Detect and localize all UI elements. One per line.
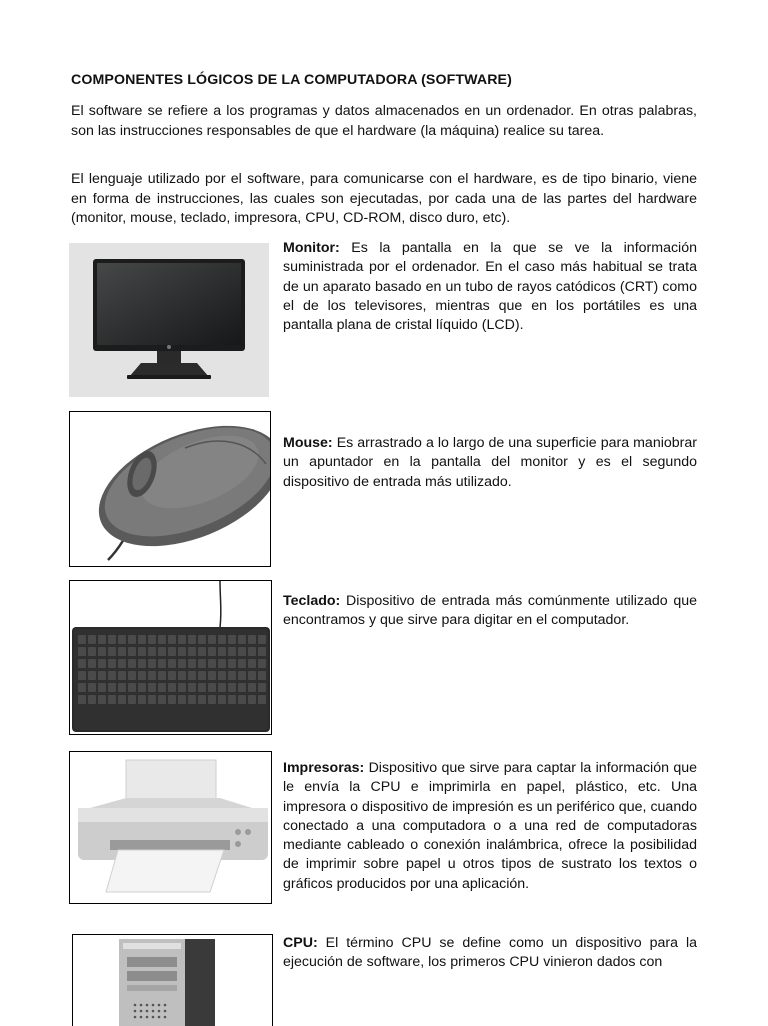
keyboard-key: [188, 683, 196, 692]
keyboard-key: [178, 683, 186, 692]
keyboard-key: [208, 635, 216, 644]
keyboard-key: [238, 647, 246, 656]
keyboard-key: [98, 683, 106, 692]
keyboard-key: [168, 647, 176, 656]
keyboard-key: [228, 659, 236, 668]
keyboard-text: Dispositivo de entrada más comúnmente utilizado que encontramos y que sirve para digitar en el computador.: [283, 593, 697, 629]
keyboard-key: [128, 671, 136, 680]
keyboard-key: [108, 683, 116, 692]
keyboard-key: [258, 671, 266, 680]
keyboard-key: [158, 671, 166, 680]
keyboard-key: [98, 647, 106, 656]
keyboard-key: [228, 683, 236, 692]
keyboard-key: [88, 695, 96, 704]
keyboard-key: [88, 671, 96, 680]
keyboard-key: [258, 695, 266, 704]
keyboard-key: [198, 635, 206, 644]
keyboard-key: [118, 647, 126, 656]
keyboard-key: [178, 659, 186, 668]
document-title: COMPONENTES LÓGICOS DE LA COMPUTADORA (SOFTWARE): [71, 72, 512, 88]
keyboard-key: [258, 647, 266, 656]
keyboard-key: [168, 671, 176, 680]
keyboard-key: [78, 635, 86, 644]
keyboard-key: [208, 647, 216, 656]
keyboard-key: [218, 695, 226, 704]
keyboard-key: [108, 671, 116, 680]
intro-paragraph: El software se refiere a los programas y datos almacenados en un ordenador. En otras palabras, son las instrucciones responsables de que el hardware (la máquina) realice su tarea.: [71, 103, 697, 139]
keyboard-key: [78, 683, 86, 692]
keyboard-key: [118, 659, 126, 668]
keyboard-key: [248, 659, 256, 668]
keyboard-key: [78, 671, 86, 680]
keyboard-key: [198, 671, 206, 680]
keyboard-key: [168, 683, 176, 692]
cpu-description: [283, 934, 697, 973]
keyboard-key: [148, 659, 156, 668]
cpu-term: CPU:: [283, 935, 318, 951]
keyboard-key: [178, 635, 186, 644]
mouse-text: Es arrastrado a lo largo de una superficie para maniobrar un apuntador en la pantalla del monitor y es el segundo dispositivo de entrada más utilizado.: [283, 435, 697, 490]
keyboard-key: [188, 695, 196, 704]
keyboard-key: [228, 695, 236, 704]
keyboard-key: [248, 671, 256, 680]
mouse-description: [283, 434, 697, 492]
keyboard-key: [248, 695, 256, 704]
keyboard-key: [208, 683, 216, 692]
keyboard-key: [118, 635, 126, 644]
keyboard-key: [98, 695, 106, 704]
keyboard-key: [128, 647, 136, 656]
keyboard-key: [248, 647, 256, 656]
keyboard-key: [258, 683, 266, 692]
cpu-tower-image: [72, 934, 273, 1026]
keyboard-image: [69, 580, 272, 735]
keyboard-key: [238, 695, 246, 704]
mouse-image: [69, 411, 271, 567]
keyboard-key: [168, 695, 176, 704]
keyboard-key: [258, 659, 266, 668]
keyboard-key: [168, 635, 176, 644]
keyboard-key: [218, 635, 226, 644]
keyboard-key: [148, 635, 156, 644]
keyboard-key: [228, 647, 236, 656]
monitor-image: [69, 243, 269, 397]
keyboard-key: [158, 683, 166, 692]
printer-text: Dispositivo que sirve para captar la información que le envía la CPU e imprimirla en papel, plástico, etc. Una impresora o dispositivo de impresión es un periférico que, cuando conectado a una computadora o a una red de computadoras mediante cableado o conexión inalámbrica, ofrece la posibilidad de imprimir sobre papel u otros tipos de sustrato los textos o gráficos producidos por una aplicación.: [283, 760, 697, 892]
keyboard-key: [188, 671, 196, 680]
keyboard-key: [208, 659, 216, 668]
keyboard-term: Teclado:: [283, 593, 341, 609]
keyboard-key: [128, 635, 136, 644]
keyboard-key: [178, 647, 186, 656]
keyboard-key: [138, 647, 146, 656]
keyboard-key: [78, 659, 86, 668]
keyboard-key: [98, 635, 106, 644]
keyboard-key: [178, 695, 186, 704]
keyboard-key: [228, 635, 236, 644]
language-paragraph: El lenguaje utilizado por el software, para comunicarse con el hardware, es de tipo binario, viene en forma de instrucciones, las cuales son ejecutadas, por cada una de las partes del hardware (monitor, mouse, teclado, impresora, CPU, CD-ROM, disco duro, etc).: [71, 171, 697, 226]
keyboard-key: [138, 659, 146, 668]
keyboard-key: [128, 659, 136, 668]
keyboard-key: [118, 695, 126, 704]
keyboard-key: [108, 647, 116, 656]
keyboard-key: [148, 695, 156, 704]
monitor-term: Monitor:: [283, 240, 340, 256]
keyboard-key: [108, 695, 116, 704]
printer-image: [69, 751, 272, 904]
keyboard-key: [108, 635, 116, 644]
keyboard-key: [108, 659, 116, 668]
keyboard-key: [138, 695, 146, 704]
keyboard-key: [148, 671, 156, 680]
keyboard-key: [208, 671, 216, 680]
keyboard-key: [178, 671, 186, 680]
keyboard-key: [138, 635, 146, 644]
keyboard-key: [218, 683, 226, 692]
keyboard-key: [88, 647, 96, 656]
keyboard-key: [208, 695, 216, 704]
keyboard-key: [258, 635, 266, 644]
keyboard-key: [218, 659, 226, 668]
printer-term: Impresoras:: [283, 760, 365, 776]
keyboard-key: [188, 647, 196, 656]
keyboard-key: [118, 671, 126, 680]
keyboard-description: [283, 592, 697, 631]
keyboard-key: [238, 671, 246, 680]
keyboard-key: [188, 659, 196, 668]
keyboard-key: [188, 635, 196, 644]
keyboard-key: [78, 647, 86, 656]
keyboard-key: [238, 683, 246, 692]
monitor-text: Es la pantalla en la que se ve la información suministrada por el ordenador. En el caso más habitual se trata de un aparato basado en un tubo de rayos catódicos (CRT) como el de los televisores, mientras que en los portátiles es una pantalla plana de cristal líquido (LCD).: [283, 240, 697, 334]
keyboard-key: [158, 695, 166, 704]
keyboard-key: [128, 695, 136, 704]
keyboard-key: [118, 683, 126, 692]
cpu-text: El término CPU se define como un dispositivo para la ejecución de software, los primeros CPU vinieron dados con: [283, 935, 697, 971]
keyboard-key: [98, 659, 106, 668]
keyboard-key: [158, 635, 166, 644]
keyboard-key: [78, 695, 86, 704]
keyboard-key: [228, 671, 236, 680]
keyboard-key: [198, 647, 206, 656]
keyboard-key: [238, 659, 246, 668]
mouse-term: Mouse:: [283, 435, 333, 451]
keyboard-key: [88, 635, 96, 644]
keyboard-key: [148, 683, 156, 692]
keyboard-key: [198, 659, 206, 668]
printer-description: [283, 759, 697, 894]
keyboard-key: [198, 695, 206, 704]
keyboard-key: [248, 635, 256, 644]
keyboard-key: [198, 683, 206, 692]
keyboard-key: [88, 659, 96, 668]
keyboard-key: [128, 683, 136, 692]
keyboard-key: [88, 683, 96, 692]
keyboard-key: [138, 671, 146, 680]
keyboard-key: [218, 671, 226, 680]
keyboard-key: [158, 647, 166, 656]
monitor-description: [283, 239, 697, 335]
keyboard-key: [218, 647, 226, 656]
keyboard-key: [138, 683, 146, 692]
keyboard-key: [238, 635, 246, 644]
keyboard-key: [148, 647, 156, 656]
keyboard-key: [158, 659, 166, 668]
keyboard-key: [98, 671, 106, 680]
keyboard-key: [248, 683, 256, 692]
keyboard-key: [168, 659, 176, 668]
